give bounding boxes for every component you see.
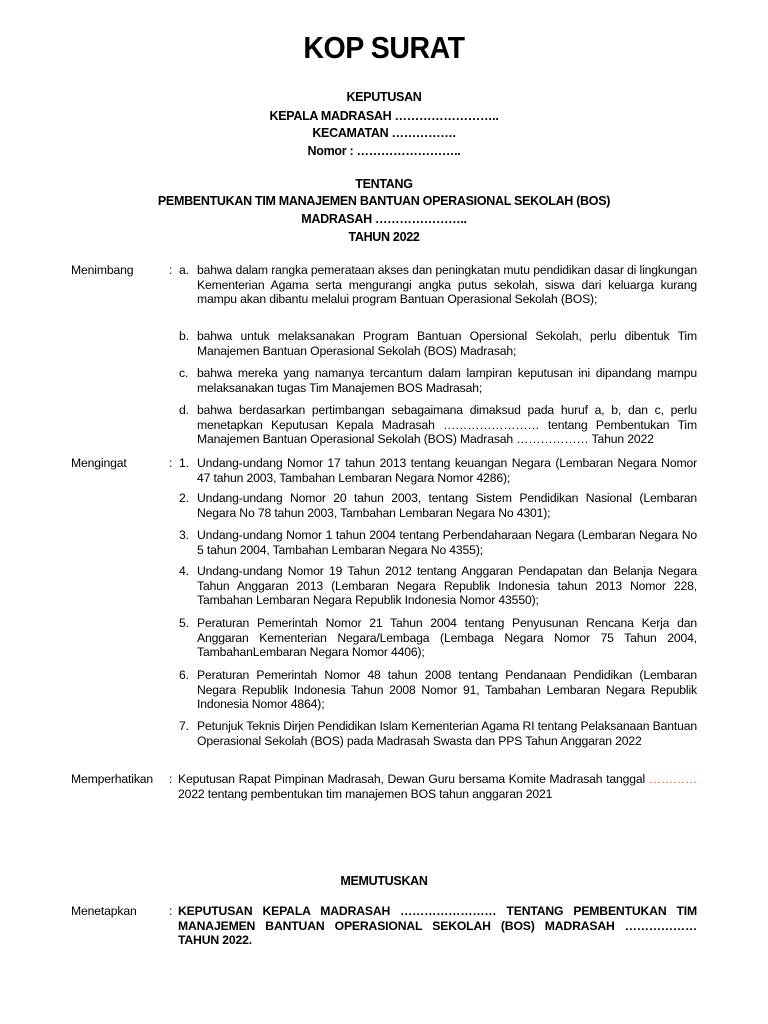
date-dots: ………… bbox=[648, 772, 697, 786]
title-madrasah: MADRASAH ………………….. bbox=[301, 212, 467, 226]
memperhatikan-text-before: Keputusan Rapat Pimpinan Madrasah, Dewan Guru bersama Komite Madrasah tanggal bbox=[178, 772, 646, 786]
header-nomor: Nomor : …………………….. bbox=[307, 144, 461, 158]
item-marker: a. bbox=[179, 263, 189, 277]
item-text: bahwa berdasarkan pertimbangan sebagaimana dimaksud pada huruf a, b, dan c, perlu menetapkan Keputusan Kepala Madrasah …………………… tentang Pembentukan Tim Manajemen Bantuan Operasional Sekolah (BOS) Madrasah ……………… Tahun 2022 bbox=[197, 403, 697, 447]
item-text: Undang-undang Nomor 19 Tahun 2012 tentang Anggaran Pendapatan dan Belanja Negara Tahun Anggaran 2013 (Lembaran Negara Republik Indonesia tahun 2013 Nomor 228, Tambahan Lembaran Negara Republik Indonesia Nomor 43550); bbox=[197, 564, 697, 608]
item-marker: 7. bbox=[179, 719, 189, 733]
item-text: Undang-undang Nomor 20 tahun 2003, tentang Sistem Pendidikan Nasional (Lembaran Negara No 78 tahun 2003, Tambahan Lembaran Negara No 4301); bbox=[197, 491, 697, 520]
item-text: bahwa mereka yang namanya tercantum dalam lampiran keputusan ini dipandang mampu melaksanakan tugas Tim Manajemen BOS Madrasah; bbox=[197, 366, 697, 395]
colon: : bbox=[169, 772, 173, 786]
item-text: Peraturan Pemerintah Nomor 21 Tahun 2004 tentang Penyusunan Rencana Kerja dan Anggaran Kementerian Negara/Lembaga (Lembaga Negara Nomor 75 Tahun 2004, TambahanLembaran Negara Nomor 4406); bbox=[197, 616, 697, 660]
item-marker: 4. bbox=[179, 564, 189, 578]
memperhatikan-text-after: 2022 tentang pembentukan tim manajemen BOS tahun anggaran 2021 bbox=[178, 786, 553, 801]
item-marker: b. bbox=[179, 329, 189, 343]
header-kepala-madrasah: KEPALA MADRASAH …………………….. bbox=[269, 109, 499, 123]
mengingat-label: Mengingat bbox=[71, 456, 127, 470]
item-marker: 1. bbox=[179, 456, 189, 470]
header-kecamatan: KECAMATAN ……………. bbox=[312, 126, 456, 140]
colon: : bbox=[169, 904, 173, 918]
letterhead-title: KOP SURAT bbox=[303, 30, 465, 65]
menetapkan-label: Menetapkan bbox=[71, 904, 137, 918]
item-text: bahwa untuk melaksanakan Program Bantuan Opersional Sekolah, perlu dibentuk Tim Manajemen Bantuan Operasional Sekolah (BOS) Madrasah; bbox=[197, 329, 697, 358]
memutuskan-heading: MEMUTUSKAN bbox=[340, 874, 428, 888]
menetapkan-text: KEPUTUSAN KEPALA MADRASAH …………………… TENTANG PEMBENTUKAN TIM MANAJEMEN BANTUAN OPERASIONAL SEKOLAH (BOS) MADRASAH ……………… TAHUN 2022. bbox=[178, 904, 697, 948]
item-text: Peraturan Pemerintah Nomor 48 tahun 2008 tentang Pendanaan Pendidikan (Lembaran Negara Republik Indonesia Tahun 2008 Nomor 91, Tambahan Lembaran Negara Republik Indonesia Nomor 4864); bbox=[197, 668, 697, 712]
item-marker: 6. bbox=[179, 668, 189, 682]
item-text: Undang-undang Nomor 17 tahun 2013 tentang keuangan Negara (Lembaran Negara Nomor 47 tahun 2003, Tambahan Lembaran Negara Nomor 4286); bbox=[197, 456, 697, 485]
item-marker: d. bbox=[179, 403, 189, 417]
header-keputusan: KEPUTUSAN bbox=[346, 90, 422, 104]
colon: : bbox=[169, 263, 173, 277]
memperhatikan-text bbox=[178, 772, 697, 801]
colon: : bbox=[169, 456, 173, 470]
title-year: TAHUN 2022 bbox=[348, 230, 420, 244]
item-marker: 5. bbox=[179, 616, 189, 630]
item-marker: 2. bbox=[179, 491, 189, 505]
memperhatikan-label: Memperhatikan bbox=[71, 772, 154, 786]
item-text: Undang-undang Nomor 1 tahun 2004 tentang Perbendaharaan Negara (Lembaran Negara No 5 tahun 2004, Tambahan Lembaran Negara No 4355); bbox=[197, 528, 697, 557]
title-tentang: TENTANG bbox=[355, 177, 413, 191]
item-text: bahwa dalam rangka pemerataan akses dan peningkatan mutu pendidikan dasar di lingkungan Kementerian Agama serta mengurangi angka putus sekolah, siswa dari keluarga kurang mampu akan dibantu melalui program Bantuan Operasional Sekolah (BOS); bbox=[197, 263, 697, 307]
title-subject: PEMBENTUKAN TIM MANAJEMEN BANTUAN OPERASIONAL SEKOLAH (BOS) bbox=[157, 194, 611, 208]
item-marker: c. bbox=[179, 366, 189, 380]
menimbang-label: Menimbang bbox=[71, 263, 134, 277]
item-text: Petunjuk Teknis Dirjen Pendidikan Islam Kementerian Agama RI tentang Pelaksanaan Bantuan Operasional Sekolah (BOS) pada Madrasah Swasta dan PPS Tahun Anggaran 2022 bbox=[197, 719, 697, 748]
item-marker: 3. bbox=[179, 528, 189, 542]
